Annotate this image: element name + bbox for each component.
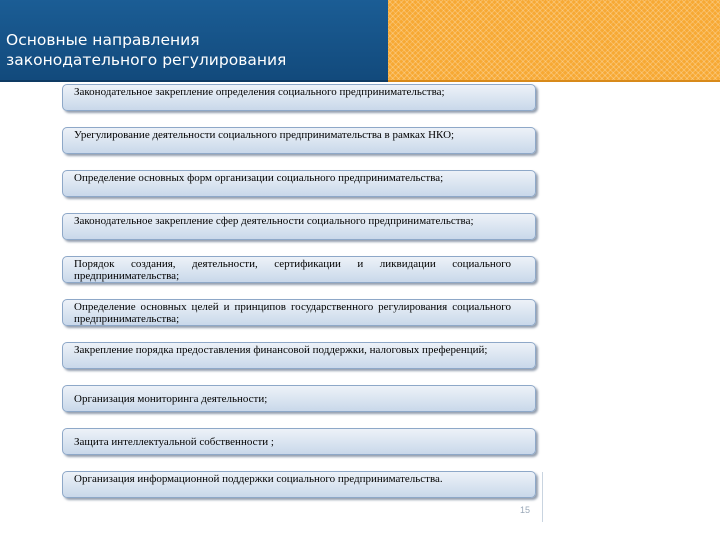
list-item: Организация мониторинга деятельности; bbox=[62, 385, 536, 412]
list-item: Законодательное закрепление сфер деятельности социального предпринимательства; bbox=[62, 213, 536, 240]
list-item: Определение основных форм организации социального предпринимательства; bbox=[62, 170, 536, 197]
list-item: Защита интеллектуальной собственности ; bbox=[62, 428, 536, 455]
header-decoration bbox=[388, 0, 720, 82]
page-number: 15 bbox=[520, 505, 531, 515]
list-item: Организация информационной поддержки социального предпринимательства. bbox=[62, 471, 536, 498]
list-item: Порядок создания, деятельности, сертификации и ликвидации социального предпринимательства; bbox=[62, 256, 536, 283]
page-title-line-1: Основные направления bbox=[6, 31, 200, 49]
list-item: Определение основных целей и принципов государственного регулирования социального предпринимательства; bbox=[62, 299, 536, 326]
page-divider bbox=[542, 472, 543, 522]
list-item: Законодательное закрепление определения социального предпринимательства; bbox=[62, 84, 536, 111]
list-item: Урегулирование деятельности социального предпринимательства в рамках НКО; bbox=[62, 127, 536, 154]
page-title bbox=[6, 30, 386, 70]
page-title-line-2: законодательного регулирования bbox=[6, 51, 287, 69]
header-banner bbox=[0, 0, 388, 82]
list-item: Закрепление порядка предоставления финансовой поддержки, налоговых преференций; bbox=[62, 342, 536, 369]
